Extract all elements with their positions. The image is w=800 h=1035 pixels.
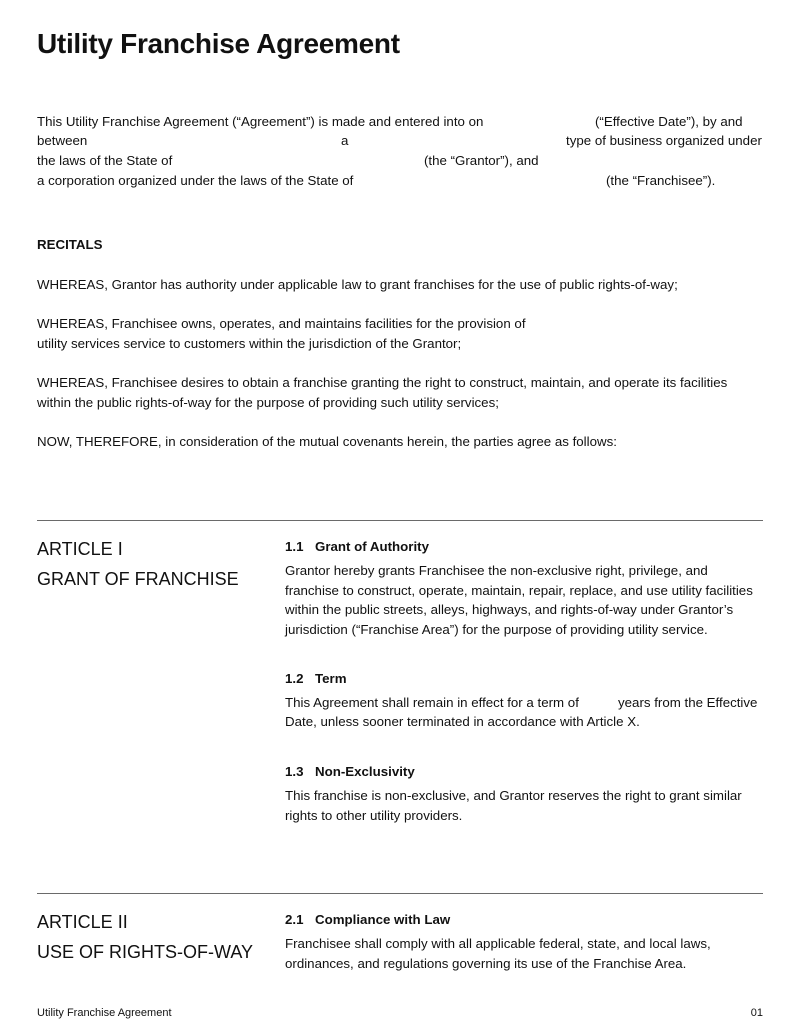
section-1-1-body: [285, 561, 763, 639]
article-1-divider: [37, 520, 763, 521]
intro-line-2-end: type of business organized under: [566, 133, 762, 148]
recital-1: WHEREAS, Grantor has authority under applicable law to grant franchises for the use of public rights-of-way;: [37, 277, 678, 292]
section-1-2-line-2: Date, unless sooner terminated in accordance with Article X.: [285, 714, 640, 729]
recital-2-line-2: utility services service to customers within the jurisdiction of the Grantor;: [37, 336, 462, 351]
article-2-number: ARTICLE II: [37, 912, 128, 932]
recital-3-line-1: WHEREAS, Franchisee desires to obtain a franchise granting the right to construct, maintain, and operate its facilities: [37, 375, 728, 390]
intro-line-1-start: This Utility Franchise Agreement (“Agreement”) is made and entered into on: [37, 114, 484, 129]
section-line: franchise to construct, operate, maintain, repair, replace, and use utility facilities: [285, 582, 753, 598]
section-line: This franchise is non-exclusive, and Grantor reserves the right to grant similar: [285, 788, 742, 803]
section-number: 1.2: [285, 671, 304, 686]
intro-line-2-mid: a: [341, 133, 349, 148]
section-1-3-heading: [285, 764, 415, 779]
article-1-name: GRANT OF FRANCHISE: [37, 569, 239, 589]
article-2-name: USE OF RIGHTS-OF-WAY: [37, 942, 253, 962]
recital-now-therefore: NOW, THEREFORE, in consideration of the mutual covenants herein, the parties agree as follows:: [37, 434, 617, 449]
document-title: Utility Franchise Agreement: [37, 28, 400, 59]
section-number: 1.1: [285, 539, 304, 554]
intro-line-3-start: the laws of the State of: [37, 153, 173, 168]
section-1-2-line-1-start: This Agreement shall remain in effect for a term of: [285, 695, 579, 710]
section-line: ordinances, and regulations governing its use of the Franchise Area.: [285, 955, 687, 971]
section-number: 1.3: [285, 764, 304, 779]
intro-line-4-end: (the “Franchisee”).: [606, 173, 716, 188]
section-title: Non-Exclusivity: [315, 764, 415, 779]
section-1-2-heading: [285, 671, 347, 686]
footer-page-number: 01: [750, 1007, 763, 1019]
section-line: within the public streets, alleys, highways, and rights-of-way under Grantor’s: [285, 602, 734, 617]
recitals-heading: RECITALS: [37, 237, 103, 252]
recital-3-line-2: within the public rights-of-way for the purpose of providing such utility services;: [37, 395, 499, 410]
intro-line-4-start: a corporation organized under the laws of the State of: [37, 173, 354, 188]
section-title: Term: [315, 671, 347, 686]
intro-line-2-start: between: [37, 133, 88, 148]
section-line: rights to other utility providers.: [285, 807, 463, 823]
section-line: Grantor hereby grants Franchisee the non-exclusive right, privilege, and: [285, 563, 708, 578]
section-2-1-heading: [285, 912, 450, 927]
section-1-2-line-1-end: years from the Effective: [618, 695, 758, 710]
intro-line-3-end: (the “Grantor”), and: [424, 153, 539, 168]
section-2-1-body: [285, 934, 763, 973]
section-line: jurisdiction (“Franchise Area”) for the purpose of providing utility service.: [285, 621, 708, 637]
section-number: 2.1: [285, 912, 304, 927]
article-1-number: ARTICLE I: [37, 539, 123, 559]
section-1-3-body: [285, 786, 763, 825]
article-2-divider: [37, 893, 763, 894]
footer-document-name: Utility Franchise Agreement: [37, 1007, 172, 1019]
intro-line-1-end: (“Effective Date”), by and: [595, 114, 743, 129]
section-1-1-heading: [285, 539, 429, 554]
recital-2-line-1: WHEREAS, Franchisee owns, operates, and maintains facilities for the provision of: [37, 316, 526, 331]
section-title: Grant of Authority: [315, 539, 429, 554]
section-title: Compliance with Law: [315, 912, 451, 927]
section-line: Franchisee shall comply with all applicable federal, state, and local laws,: [285, 936, 711, 951]
